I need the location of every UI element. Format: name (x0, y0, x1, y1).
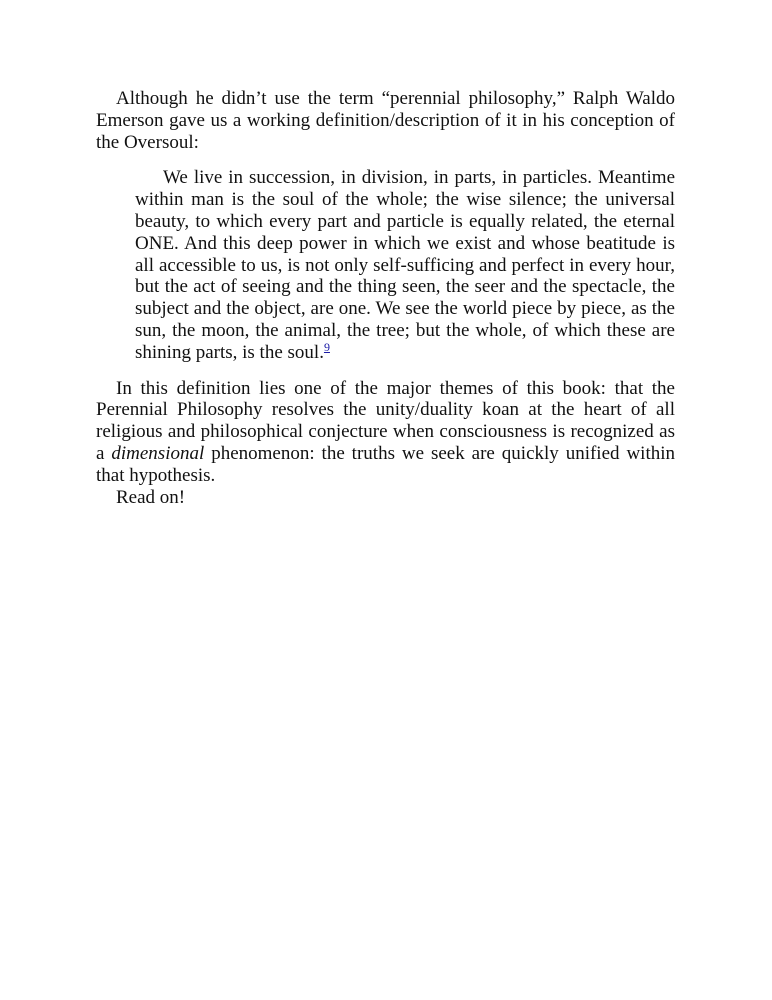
intro-paragraph: Although he didn’t use the term “perennial philosophy,” Ralph Waldo Emerson gave us a working definition/description of it in his conception of the Oversoul: (96, 88, 675, 153)
definition-text-end: phenomenon: the truths we seek are quickly unified within that hypothesis. (96, 442, 676, 486)
block-quote (135, 167, 675, 363)
document-page (96, 88, 675, 508)
footnote-link[interactable]: 9 (323, 339, 330, 354)
definition-text-start: In this definition lies one of the major themes of this book: that the Perennial Philosophy resolves the unity/duality koan at the heart of all religious and philosophical conjecture when consciousness is recognized as a (96, 377, 675, 464)
definition-paragraph (96, 378, 675, 487)
quote-text: We live in succession, in division, in parts, in particles. Meantime within man is the soul of the whole; the wise silence; the universal beauty, to which every part and particle is equally related, the eternal ONE. And this deep power in which we exist and whose beatitude is all accessible to us, is not only self-sufficing and perfect in every hour, but the act of seeing and the thing seen, the seer and the spectacle, the subject and the object, are one. We see the world piece by piece, as the sun, the moon, the animal, the tree; but the whole, of which these are shining parts, is the soul. (135, 167, 675, 363)
italic-term: dimensional (111, 442, 205, 464)
closing-line: Read on! (116, 486, 186, 508)
